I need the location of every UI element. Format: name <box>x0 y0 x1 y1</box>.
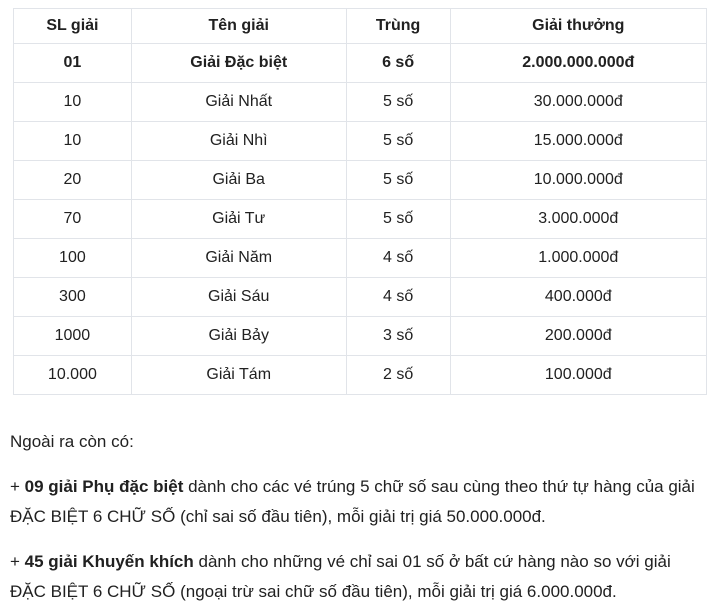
table-row <box>14 122 707 161</box>
table-row <box>14 317 707 356</box>
cell-match: 5 số <box>346 161 450 200</box>
cell-quantity: 1000 <box>14 317 132 356</box>
cell-quantity: 10 <box>14 122 132 161</box>
cell-quantity: 20 <box>14 161 132 200</box>
cell-match: 2 số <box>346 356 450 395</box>
note-plus-prefix: + <box>10 552 25 571</box>
table-row <box>14 278 707 317</box>
cell-match: 5 số <box>346 200 450 239</box>
cell-prize-value: 200.000đ <box>450 317 706 356</box>
cell-quantity: 01 <box>14 44 132 83</box>
cell-prize-name: Giải Tư <box>131 200 346 239</box>
cell-prize-value: 10.000.000đ <box>450 161 706 200</box>
table-row <box>14 239 707 278</box>
cell-quantity: 300 <box>14 278 132 317</box>
col-header-ten-giai: Tên giải <box>131 9 346 44</box>
note-paragraph <box>10 472 704 532</box>
notes-section <box>10 427 704 604</box>
cell-prize-value: 1.000.000đ <box>450 239 706 278</box>
cell-prize-name: Giải Bảy <box>131 317 346 356</box>
note-bold-title: 45 giải Khuyến khích <box>24 552 194 571</box>
cell-prize-value: 100.000đ <box>450 356 706 395</box>
cell-prize-name: Giải Nhì <box>131 122 346 161</box>
cell-prize-name: Giải Sáu <box>131 278 346 317</box>
cell-prize-name: Giải Đặc biệt <box>131 44 346 83</box>
cell-prize-name: Giải Năm <box>131 239 346 278</box>
cell-quantity: 10.000 <box>14 356 132 395</box>
cell-match: 4 số <box>346 239 450 278</box>
note-body-text: dành cho những vé chỉ sai 01 số ở bất cứ hàng nào so với giải ĐẶC BIỆT 6 CHỮ SỐ (ngoại trừ sai chữ số đầu tiên), mỗi giải trị giá 6.000.000đ. <box>10 552 671 601</box>
table-row <box>14 200 707 239</box>
cell-match: 6 số <box>346 44 450 83</box>
table-row <box>14 356 707 395</box>
cell-prize-value: 3.000.000đ <box>450 200 706 239</box>
cell-match: 5 số <box>346 122 450 161</box>
cell-match: 3 số <box>346 317 450 356</box>
table-row <box>14 44 707 83</box>
note-body-text: dành cho các vé trúng 5 chữ số sau cùng theo thứ tự hàng của giải ĐẶC BIỆT 6 CHỮ SỐ (chỉ sai số đầu tiên), mỗi giải trị giá 50.000.000đ. <box>10 477 695 526</box>
cell-prize-value: 15.000.000đ <box>450 122 706 161</box>
notes-intro: Ngoài ra còn có: <box>10 432 134 451</box>
col-header-sl-giai: SL giải <box>14 9 132 44</box>
prize-table <box>13 8 707 395</box>
cell-match: 4 số <box>346 278 450 317</box>
cell-prize-value: 400.000đ <box>450 278 706 317</box>
table-row <box>14 161 707 200</box>
cell-quantity: 10 <box>14 83 132 122</box>
cell-prize-name: Giải Nhất <box>131 83 346 122</box>
table-row <box>14 83 707 122</box>
cell-quantity: 100 <box>14 239 132 278</box>
cell-match: 5 số <box>346 83 450 122</box>
cell-prize-name: Giải Ba <box>131 161 346 200</box>
cell-prize-name: Giải Tám <box>131 356 346 395</box>
table-header-row <box>14 9 707 44</box>
note-bold-title: 09 giải Phụ đặc biệt <box>24 477 184 496</box>
note-plus-prefix: + <box>10 477 25 496</box>
cell-prize-value: 30.000.000đ <box>450 83 706 122</box>
note-paragraph <box>10 547 704 604</box>
col-header-giai-thuong: Giải thưởng <box>450 9 706 44</box>
cell-prize-value: 2.000.000.000đ <box>450 44 706 83</box>
cell-quantity: 70 <box>14 200 132 239</box>
col-header-trung: Trùng <box>346 9 450 44</box>
lottery-prize-page <box>0 8 720 604</box>
